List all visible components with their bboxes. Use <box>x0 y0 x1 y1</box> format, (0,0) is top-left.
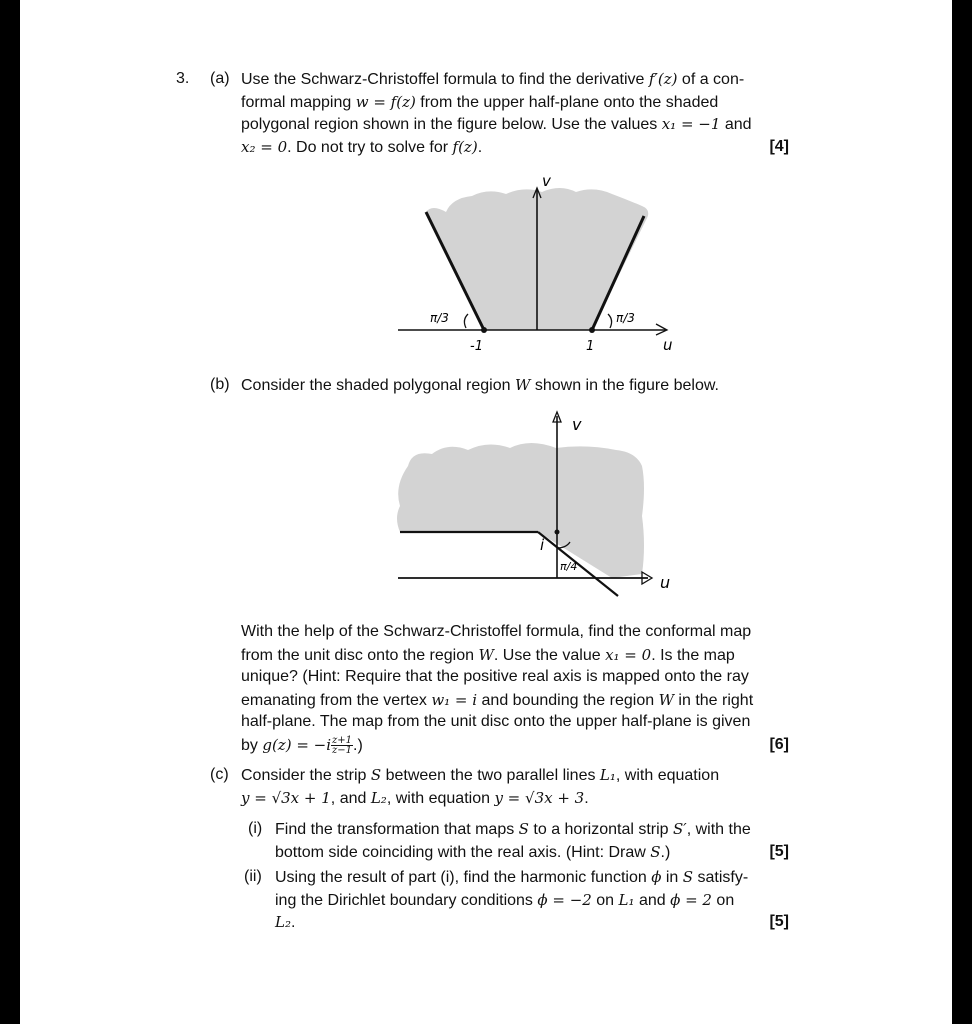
part-c-label: (c) <box>210 766 229 783</box>
part-c-ii-marks: [5] <box>769 913 789 930</box>
figure-a-angle-arc-left-icon <box>464 314 468 328</box>
part-b-line-6: by g(z) = −i $\frac{z+1}{z-1}$ .) [6] <box>241 734 789 756</box>
part-a-text <box>241 68 789 158</box>
figure-a-vertex-right <box>589 327 595 333</box>
figure-a <box>360 168 690 358</box>
figure-a-tick-right: 1 <box>586 339 595 354</box>
part-c-ii-text <box>275 866 789 934</box>
part-c-ii-line-2: ing the Dirichlet boundary conditions ϕ = −2 on L₁ and ϕ = 2 on <box>275 890 735 909</box>
part-b-fraction: $\frac{z+1}{z-1}$ <box>332 734 353 756</box>
figure-b-angle-label: π/4 <box>560 560 578 573</box>
part-c-ii-label: (ii) <box>244 868 262 885</box>
figure-a-u-label: u <box>663 336 673 354</box>
part-c-text <box>241 764 789 809</box>
part-a-line-3: polygonal region shown in the figure below. Use the values x₁ = −1 and <box>241 115 752 133</box>
part-b-line-4: emanating from the vertex w₁ = i and bounding the region W in the right <box>241 690 754 709</box>
figure-b <box>360 406 690 602</box>
part-b-line-5: half-plane. The map from the unit disc onto the upper half-plane is given <box>241 713 751 730</box>
figure-b-vertex <box>555 530 560 535</box>
part-b-marks: [6] <box>769 735 789 753</box>
part-a-marks: [4] <box>769 137 789 155</box>
part-b-line-2: from the unit disc onto the region W. Use the value x₁ = 0. Is the map <box>241 645 735 664</box>
part-a-label: (a) <box>210 70 230 87</box>
part-a-line-1: Use the Schwarz-Christoffel formula to find the derivative f′(z) of a con- <box>241 70 745 88</box>
part-a-line-2: formal mapping w = f(z) from the upper half-plane onto the shaded <box>241 92 719 111</box>
exam-page <box>20 0 952 1024</box>
part-b-label: (b) <box>210 376 230 393</box>
figure-a-angle-left: π/3 <box>430 311 449 325</box>
part-b-intro: Consider the shaded polygonal region W shown in the figure below. <box>241 376 719 394</box>
part-c-ii-line-1: Using the result of part (i), find the harmonic function ϕ in S satisfy- <box>275 868 749 886</box>
part-c-ii-line-3: L₂. [5] <box>275 911 789 934</box>
question-number: 3. <box>176 70 190 87</box>
figure-a-angle-right: π/3 <box>616 311 635 325</box>
part-a-line-4: x₂ = 0. Do not try to solve for f(z). [4] <box>241 136 789 159</box>
part-b-line-1: With the help of the Schwarz-Christoffel formula, find the conformal map <box>241 623 752 640</box>
part-c-i-line-1: Find the transformation that maps S to a horizontal strip S′, with the <box>275 820 751 838</box>
part-c-i-marks: [5] <box>769 842 789 860</box>
figure-b-u-label: u <box>660 573 671 592</box>
part-c-i-label: (i) <box>248 820 263 837</box>
figure-a-vertex-left <box>481 327 487 333</box>
part-c-i-line-2: bottom side coinciding with the real axis. (Hint: Draw S.) [5] <box>275 841 789 864</box>
figure-a-tick-left: -1 <box>470 339 483 354</box>
figure-b-v-label: v <box>572 415 582 434</box>
figure-b-vertex-label: i <box>540 536 545 554</box>
figure-a-angle-arc-right-icon <box>608 314 612 328</box>
part-b-paragraph <box>241 621 789 756</box>
part-c-line-1: Consider the strip S between the two parallel lines L₁, with equation <box>241 766 720 784</box>
part-b-line-3: unique? (Hint: Require that the positive real axis is mapped onto the ray <box>241 668 749 685</box>
figure-a-v-label: v <box>542 172 551 190</box>
part-c-line-2: y = √3x + 1, and L₂, with equation y = √3x + 3. <box>241 788 589 807</box>
figure-b-shaded-region <box>397 443 644 578</box>
part-c-i-text <box>275 818 789 863</box>
